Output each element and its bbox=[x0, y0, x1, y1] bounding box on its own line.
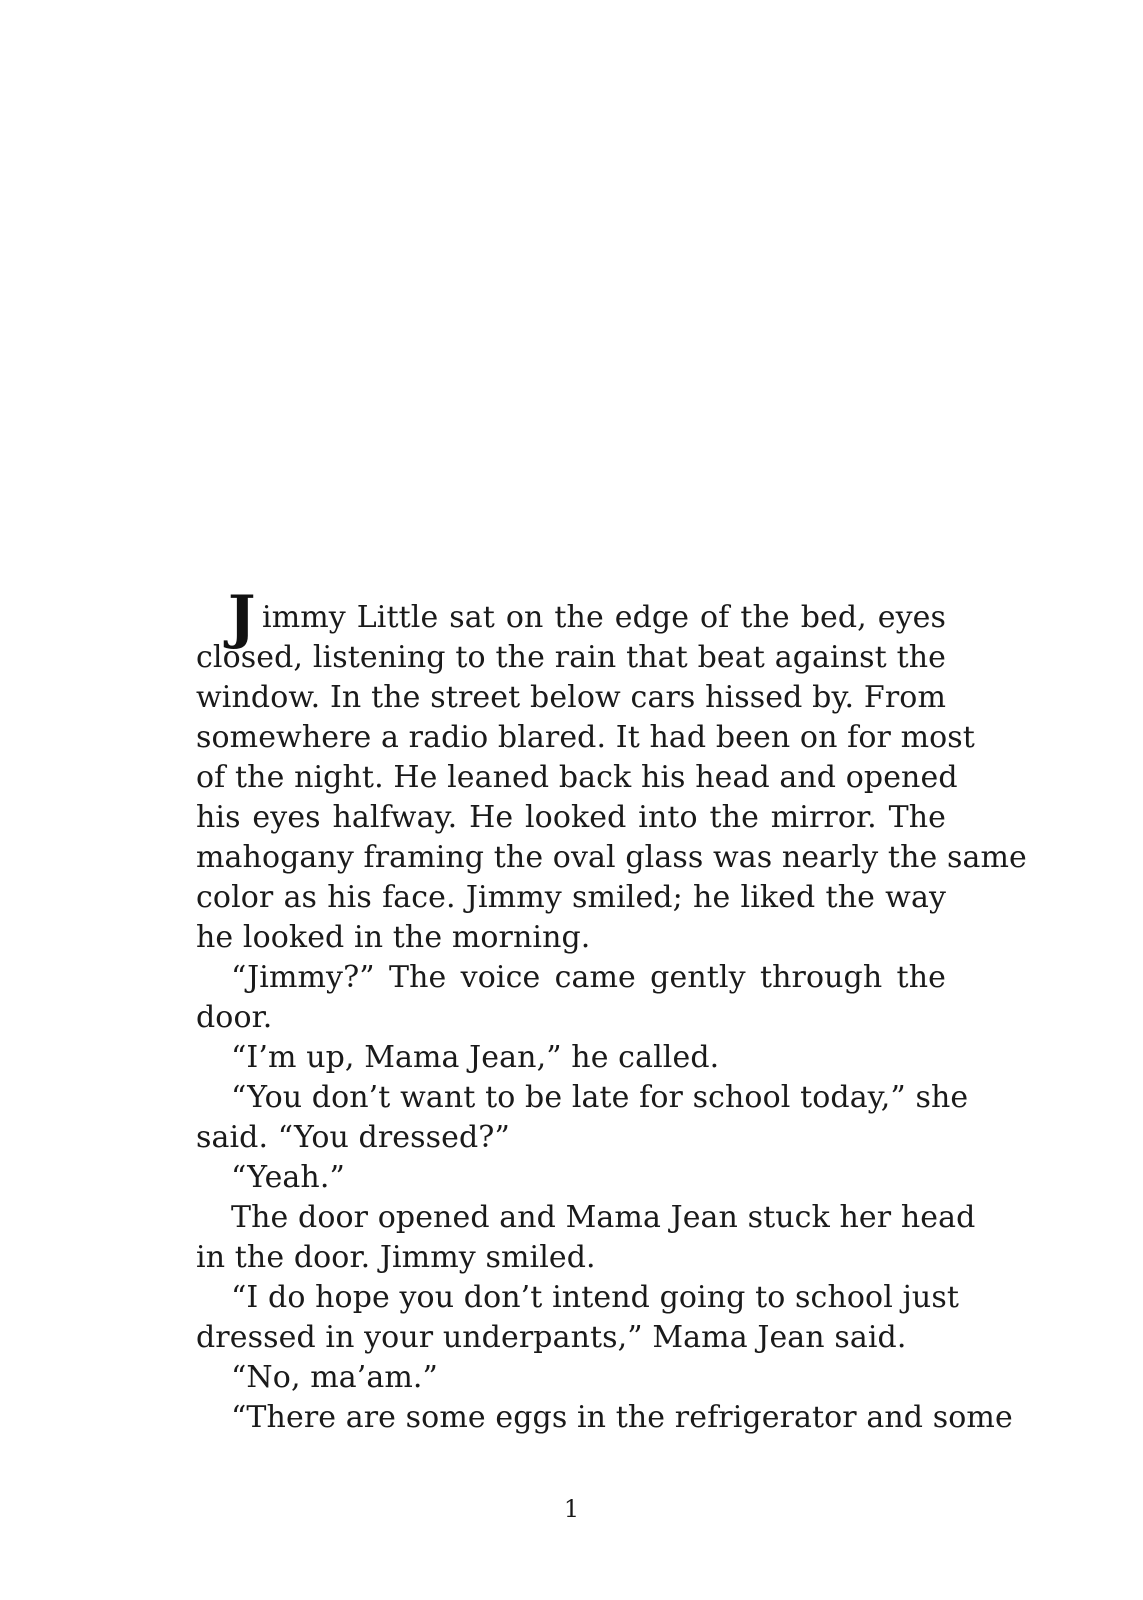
text-line: door. bbox=[196, 1000, 273, 1035]
text-line: “I do hope you don’t intend going to school just bbox=[231, 1280, 959, 1315]
text-line-first bbox=[196, 583, 946, 651]
text-line: his eyes halfway. He looked into the mirror. The bbox=[196, 800, 946, 835]
drop-cap: J bbox=[228, 583, 256, 651]
text-line: “Yeah.” bbox=[231, 1160, 345, 1195]
text-line: “You don’t want to be late for school today,” she bbox=[231, 1080, 969, 1115]
text-line: “There are some eggs in the refrigerator and some bbox=[231, 1400, 1013, 1435]
text-line: “No, ma’am.” bbox=[231, 1360, 438, 1395]
text-line: of the night. He leaned back his head and opened bbox=[196, 760, 958, 795]
text-line: he looked in the morning. bbox=[196, 920, 591, 955]
page-number: 1 bbox=[563, 1495, 580, 1523]
text-line: “Jimmy?” The voice came gently through the bbox=[231, 960, 946, 995]
text-line: dressed in your underpants,” Mama Jean said. bbox=[196, 1320, 907, 1355]
text-line: closed, listening to the rain that beat against the bbox=[196, 640, 946, 675]
story-text bbox=[196, 583, 1027, 1438]
text-line: color as his face. Jimmy smiled; he liked the way bbox=[196, 880, 946, 915]
text-line: “I’m up, Mama Jean,” he called. bbox=[231, 1040, 720, 1075]
text-line: in the door. Jimmy smiled. bbox=[196, 1240, 596, 1275]
text-line: somewhere a radio blared. It had been on for most bbox=[196, 720, 975, 755]
text-line: The door opened and Mama Jean stuck her head bbox=[231, 1200, 976, 1235]
text-line: mahogany framing the oval glass was nearly the same bbox=[196, 840, 1027, 875]
text-line: said. “You dressed?” bbox=[196, 1120, 510, 1155]
text-line: window. In the street below cars hissed by. From bbox=[196, 680, 946, 715]
first-line-text: immy Little sat on the edge of the bed, eyes bbox=[262, 600, 946, 635]
